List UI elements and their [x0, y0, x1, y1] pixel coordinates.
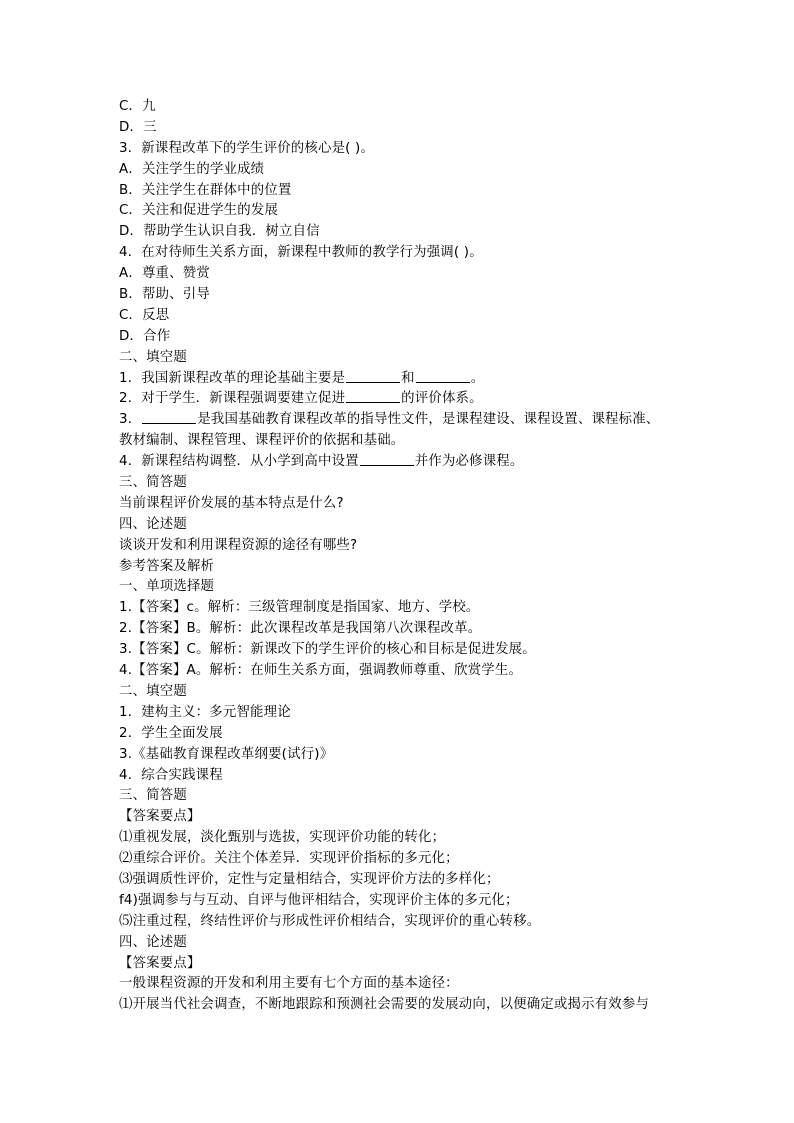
question-text	[119, 389, 679, 410]
line-text: 谈谈开发和利用课程资源的途径有哪些?	[119, 537, 358, 553]
answer-key-label	[119, 807, 679, 828]
question-text	[119, 410, 679, 431]
line-text: 是我国基础教育课程改革的指导性文件，是课程建设、课程设置、课程标准、	[197, 412, 660, 428]
option-text	[119, 222, 679, 243]
line-text: 4.【答案】A。解析：在师生关系方面，强调教师尊重、欣赏学生。	[119, 663, 523, 679]
line-text: 3．	[119, 412, 142, 428]
line-text: 参考答案及解析	[119, 558, 215, 574]
line-text: 四、论述题	[119, 516, 187, 532]
line-text: D．合作	[119, 328, 171, 344]
line-text: 1．建构主义：多元智能理论	[119, 704, 291, 720]
line-text: 二、填空题	[119, 683, 187, 699]
line-text: ⑴开展当代社会调查，不断地跟踪和预测社会需要的发展动向，以便确定或揭示有效参与	[119, 997, 650, 1013]
line-text: 三、简答题	[119, 788, 187, 804]
line-text: 4．综合实践课程	[119, 767, 223, 783]
section-heading	[119, 473, 679, 494]
answer-text	[119, 870, 679, 891]
answer-text	[119, 598, 679, 619]
line-text: 一、单项选择题	[119, 579, 215, 595]
line-text: D．三	[119, 119, 157, 135]
answer-text	[119, 995, 679, 1016]
fill-blank	[142, 410, 196, 424]
line-text: 二、填空题	[119, 349, 187, 365]
answer-text	[119, 891, 679, 912]
line-text: 2．对于学生．新课程强调要建立促进	[119, 391, 346, 407]
document-body	[119, 97, 679, 1016]
option-text	[119, 201, 679, 222]
line-text: C．九	[119, 99, 156, 114]
question-text	[119, 494, 679, 515]
fill-blank	[346, 369, 400, 383]
line-text: 一般课程资源的开发和利用主要有七个方面的基本途径：	[119, 976, 459, 992]
line-text: 的评价体系。	[401, 391, 483, 407]
line-text: 3.【答案】C。解析：新课改下的学生评价的核心和目标是促进发展。	[119, 642, 536, 658]
line-text: D．帮助学生认识自我．树立自信	[119, 224, 320, 240]
question-text	[119, 243, 679, 264]
line-text: 1．我国新课程改革的理论基础主要是	[119, 370, 346, 386]
answer-text	[119, 724, 679, 745]
line-text: f4)强调参与与互动、自评与他评相结合，实现评价主体的多元化；	[119, 892, 519, 908]
answer-text	[119, 974, 679, 995]
line-text: C．反思	[119, 307, 170, 323]
text-line	[119, 118, 679, 139]
question-text	[119, 536, 679, 557]
line-text: 4．在对待师生关系方面，新课程中教师的教学行为强调( )。	[119, 245, 483, 261]
answer-text	[119, 703, 679, 724]
line-text: 2．学生全面发展	[119, 725, 223, 741]
section-heading	[119, 577, 679, 598]
question-text	[119, 139, 679, 160]
answer-text	[119, 661, 679, 682]
line-text: 并作为必修课程。	[414, 454, 524, 470]
line-text: C．关注和促进学生的发展	[119, 203, 279, 219]
line-text: A．尊重、赞赏	[119, 266, 210, 282]
line-text: ⑶强调质性评价，定性与定量相结合，实现评价方法的多样化；	[119, 871, 500, 887]
line-text: 【答案要点】	[119, 955, 201, 971]
fill-blank	[346, 389, 400, 403]
line-text: ⑸注重过程，终结性评价与形成性评价相结合，实现评价的重心转移。	[119, 913, 541, 929]
text-line	[119, 431, 679, 452]
line-text: 【答案要点】	[119, 809, 201, 825]
line-text: 当前课程评价发展的基本特点是什么?	[119, 495, 344, 511]
answer-text	[119, 912, 679, 933]
answer-key-label	[119, 954, 679, 975]
option-text	[119, 306, 679, 327]
line-text: 四、论述题	[119, 934, 187, 950]
question-text	[119, 452, 679, 473]
fill-blank	[416, 369, 470, 383]
line-text: 教材编制、课程管理、课程评价的依据和基础。	[119, 433, 405, 449]
line-text: B．帮助、引导	[119, 287, 210, 303]
section-heading	[119, 515, 679, 536]
answer-text	[119, 640, 679, 661]
question-text	[119, 369, 679, 390]
fill-blank	[360, 452, 414, 466]
line-text: 4．新课程结构调整．从小学到高中设置	[119, 454, 359, 470]
line-text: 3.《基础教育课程改革纲要(试行)》	[119, 746, 334, 762]
line-text: ⑵重综合评价。关注个体差异．实现评价指标的多元化；	[119, 851, 459, 867]
option-text	[119, 160, 679, 181]
answer-text	[119, 849, 679, 870]
answer-text	[119, 828, 679, 849]
line-text: 2.【答案】B。解析：此次课程改革是我国第八次课程改革。	[119, 621, 482, 637]
line-text: 和	[401, 370, 415, 386]
text-line	[119, 97, 679, 118]
line-text: A．关注学生的学业成绩	[119, 161, 265, 177]
answer-text	[119, 745, 679, 766]
option-text	[119, 181, 679, 202]
line-text: 三、简答题	[119, 475, 187, 491]
answer-text	[119, 766, 679, 787]
line-text: B．关注学生在群体中的位置	[119, 182, 292, 198]
option-text	[119, 327, 679, 348]
line-text: 3．新课程改革下的学生评价的核心是( )。	[119, 140, 375, 156]
section-heading	[119, 682, 679, 703]
line-text: ⑴重视发展，淡化甄别与选拔，实现评价功能的转化；	[119, 830, 446, 846]
option-text	[119, 264, 679, 285]
option-text	[119, 285, 679, 306]
section-heading	[119, 933, 679, 954]
section-heading	[119, 786, 679, 807]
section-heading	[119, 348, 679, 369]
answers-heading	[119, 557, 679, 578]
answer-text	[119, 619, 679, 640]
line-text: 1.【答案】c。解析：三级管理制度是指国家、地方、学校。	[119, 600, 480, 616]
line-text: 。	[470, 370, 485, 386]
